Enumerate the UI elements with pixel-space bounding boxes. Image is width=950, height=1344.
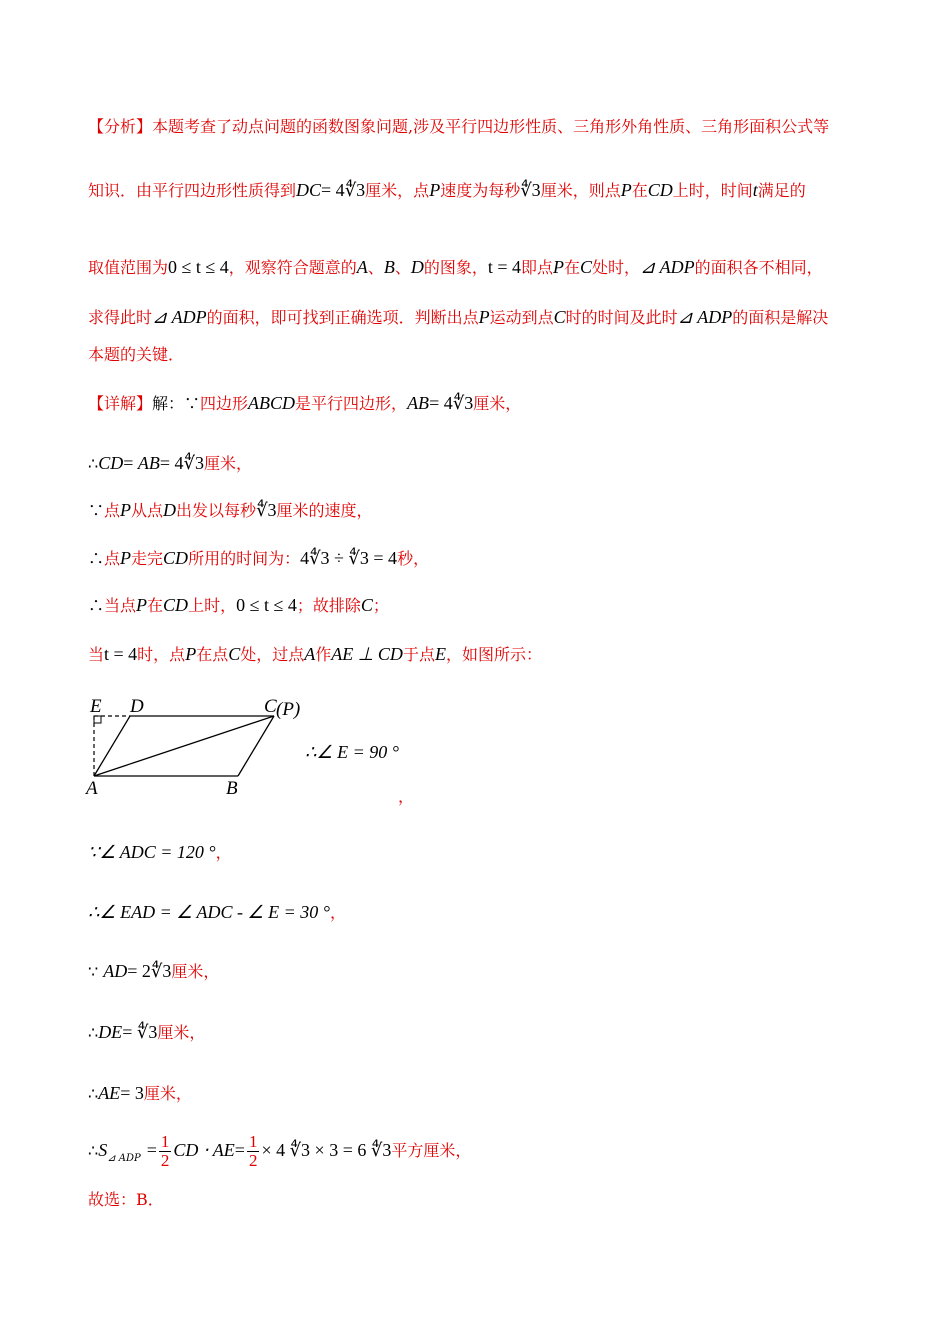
right-angle-mark <box>94 716 101 723</box>
detail-line-1: 【详解】解：∵四边形ABCD是平行四边形，AB= 4∜3厘米， <box>88 393 522 413</box>
detail-line-12: $\therefore S_{⊿ ADP}$ = $\frac{1}{2}$ CD ⋅ AE= $\frac{1}{2}$ × 4 ∜3 × 3 = 6 ∜3平方厘米， <box>88 1132 472 1170</box>
detail-tag: 【详解】 <box>88 394 153 413</box>
label-b: B <box>226 778 238 799</box>
label-p: (P) <box>276 699 301 720</box>
detail-line-5: ∴当点P在CD上时，0 ≤ t ≤ 4；故排除C； <box>88 595 389 615</box>
analysis-line-5: 本题的关键． <box>88 345 185 364</box>
analysis-text: 本题考查了动点问题的函数图象问题,涉及平行四边形性质、三角形外角性质、三角形面积公式等 <box>152 117 830 136</box>
figure-comma: ， <box>398 787 415 806</box>
label-e: E <box>90 696 102 717</box>
figure-angle-line: ∴∠ E = 90 ° <box>305 742 399 762</box>
fraction-half-1: $\frac{1}{2}$ <box>160 1132 170 1170</box>
fraction-half-2: $\frac{1}{2}$ <box>248 1132 258 1170</box>
detail-line-10: ∴DE= ∜3厘米， <box>88 1022 206 1042</box>
detail-line-8: ∴∠ EAD = ∠ ADC - ∠ E = 30 °， <box>88 902 347 922</box>
analysis-tag: 【分析】 <box>88 117 153 136</box>
analysis-line-4: 求得此时⊿ ADP的面积，即可找到正确选项．判断出点P运动到点C时的时间及此时⊿ ADP的面积是解决 <box>88 307 829 327</box>
analysis-line-1 <box>88 117 829 137</box>
analysis-line-2: 知识．由平行四边形性质得到DC= 4∜3厘米，点P速度为每秒∜3厘米，则点P在CD上时，时间t满足的 <box>88 180 806 200</box>
detail-line-2: ∴CD= AB= 4∜3厘米， <box>88 453 253 473</box>
detail-line-3: ∵点P从点D出发以每秒∜3厘米的速度， <box>88 500 373 520</box>
segment-ac-diagonal <box>94 716 274 776</box>
detail-line-9: ∵ AD= 2∜3厘米， <box>88 961 220 981</box>
label-c: C <box>264 696 277 717</box>
segment-ad <box>94 716 130 776</box>
root-expr: ∜3 <box>344 180 366 200</box>
label-d: D <box>130 696 144 717</box>
detail-line-7: ∵∠ ADC = 120 °， <box>88 842 232 862</box>
detail-line-13: 故选：B． <box>88 1190 164 1209</box>
analysis-line-3: 取值范围为0 ≤ t ≤ 4，观察符合题意的A、B、D的图象，t = 4即点P在C处时，⊿ ADP的面积各不相同， <box>88 257 823 277</box>
parallelogram-figure <box>82 692 312 802</box>
detail-line-4: ∴点P走完CD所用的时间为：4∜3 ÷ ∜3 = 4秒， <box>88 548 430 568</box>
detail-line-11: ∴AE= 3厘米， <box>88 1083 192 1103</box>
detail-line-6: 当t = 4时，点P在点C处，过点A作AE ⊥ CD于点E，如图所示： <box>88 644 542 664</box>
segment-cb <box>238 716 274 776</box>
label-a: A <box>86 778 98 799</box>
